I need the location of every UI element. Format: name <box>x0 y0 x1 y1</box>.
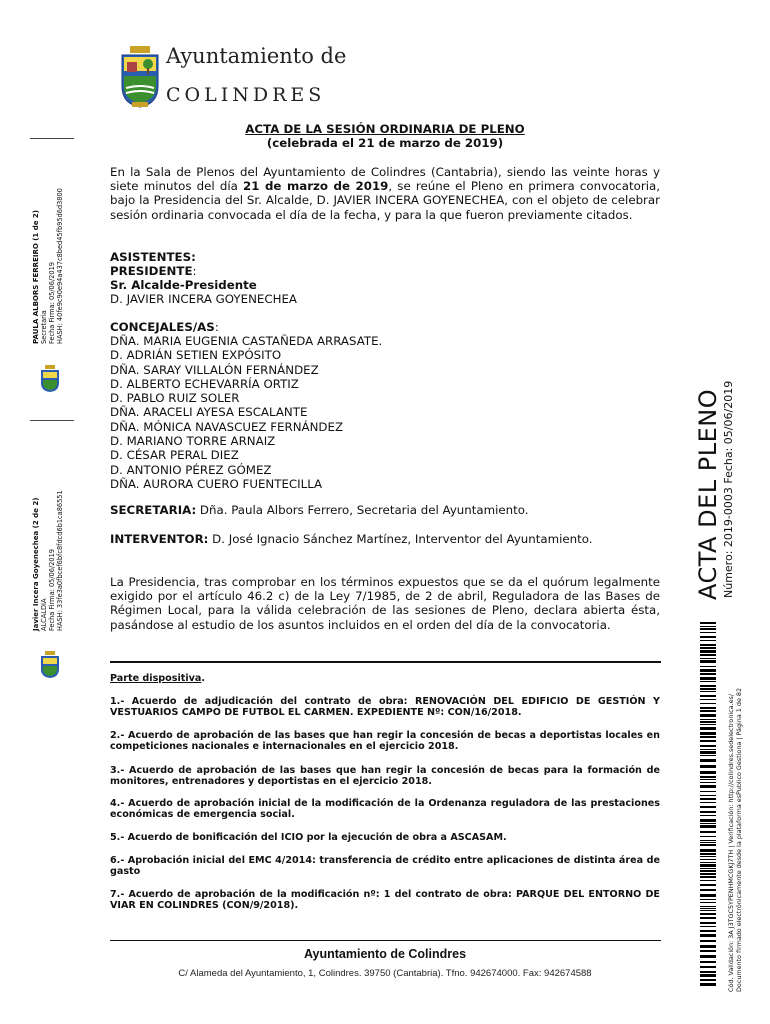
list-item: DÑA. ARACELI AYESA ESCALANTE <box>110 405 308 420</box>
signature-2-name: Javier Incera Goyenechea (2 de 2) <box>32 497 40 631</box>
parte-dispositiva-label: Parte dispositiva <box>110 673 202 684</box>
list-item: D. ALBERTO ECHEVARRÍA ORTIZ <box>110 376 299 391</box>
intro-date: 21 de marzo de 2019 <box>243 179 389 194</box>
list-item: D. ADRIÁN SETIEN EXPÓSITO <box>110 348 282 363</box>
list-item: DÑA. MARIA EUGENIA CASTAÑEDA ARRASATE. <box>110 334 383 348</box>
agenda-item: 1.- Acuerdo de adjudicación del contrato de obra: RENOVACIÓN DEL EDIFICIO DE GESTIÓN Y VESTUARIOS CAMPO DE FUTBOL EL CARMEN. EXPEDIENTE Nº: CON/16/2018. <box>110 696 660 719</box>
signature-2-text <box>32 490 64 631</box>
parte-dispositiva-dot: . <box>201 673 205 684</box>
seal-icon <box>40 651 60 679</box>
logo-title-top: Ayuntamiento de <box>166 44 347 68</box>
concejales-list <box>110 334 382 491</box>
list-item: D. MARIANO TORRE ARNAIZ <box>110 434 276 449</box>
concejales-label <box>110 320 219 334</box>
list-item: D. ANTONIO PÉREZ GÓMEZ <box>110 462 272 477</box>
footer-divider <box>110 940 661 941</box>
concejales-word: CONCEJALES/AS <box>110 320 215 334</box>
presidente-colon: : <box>192 264 197 278</box>
acta-number-date: Número: 2019-0003 Fecha: 05/06/2019 <box>722 380 735 598</box>
signature-1-hash: HASH: 40fe9c90e94a437c8bed45fb95d6d3800 <box>56 188 64 344</box>
intro-text-start: En la Sala de Plenos del Ayuntamiento de Colindres (Cantabria), siendo las veinte horas y siete minutos del día <box>110 165 660 194</box>
list-item: D. CÉSAR PERAL DIEZ <box>110 448 239 463</box>
presidente-label <box>110 264 197 278</box>
interventor-label: INTERVENTOR: <box>110 532 209 546</box>
agenda-item: 4.- Acuerdo de aprobación inicial de la modificación de la Ordenanza reguladora de las prestaciones económicas de emergencia social. <box>110 798 660 821</box>
divider <box>110 661 661 663</box>
signature-block-2 <box>30 420 74 681</box>
agenda-item: 3.- Acuerdo de aprobación de las bases que han regir la concesión de becas para la formación de monitores, entrenadores y deportistas en el ejercicio 2018. <box>110 765 660 788</box>
logo-title-bottom: COLINDRES <box>166 84 326 106</box>
signature-1-role: Secretaria <box>40 310 48 344</box>
validation-line-1: Cód. Validación: 3A J3TGC5YPENHMCGKJ7TH | Verificación: http://colindres.sedelectronica.es/ <box>727 693 735 992</box>
presidencia-paragraph: La Presidencia, tras comprobar en los términos expuestos que se da el quórum legalmente exigido por el artículo 46.2 c) de la Ley 7/1985, de 2 de abril, Reguladora de las Bases de Régimen Local, para la válida celebración de las sesiones de Pleno, declara abierta ésta, pasándose al estudio de los asuntos incluidos en el orden del día de la convocatoria. <box>110 575 660 632</box>
validation-line-2: Documento firmado electrónicamente desde la plataforma esPublico Gestiona | Página 1 de 82 <box>735 687 743 992</box>
signature-2-role: ALCALDIA <box>40 598 48 631</box>
signature-1-date: Fecha Firma: 05/06/2019 <box>48 262 56 344</box>
presidente-word: PRESIDENTE <box>110 264 193 278</box>
agenda-item: 2.- Acuerdo de aprobación de las bases que han regir la concesión de becas a deportistas locales en competiciones nacionales e internacionales en el ejercicio 2018. <box>110 730 660 753</box>
signature-2-hash: HASH: 33fe3a0fbcef6bfc8fdcd6b1ca86551 <box>56 490 64 631</box>
list-item: D. PABLO RUIZ SOLER <box>110 391 240 406</box>
validation-text <box>727 652 743 992</box>
footer-name: Ayuntamiento de Colindres <box>303 947 467 961</box>
intro-text-end: , se reúne el Pleno en primera convocatoria, bajo la Presidencia del Sr. Alcalde, D. JAVIER INCERA GOYENECHEA, con el objeto de celebrar sesión ordinaria convocada el día de la fecha, y para la que fueron previamente citados. <box>110 179 660 222</box>
agenda-item: 5.- Acuerdo de bonificación del ICIO por la ejecución de obra a ASCASAM. <box>110 832 507 843</box>
presidente-name: D. JAVIER INCERA GOYENECHEA <box>110 292 298 306</box>
acta-title-vertical: ACTA DEL PLENO <box>694 388 722 600</box>
agenda-item: 7.- Acuerdo de aprobación de la modificación nº: 1 del contrato de obra: PARQUE DEL ENTORNO DE VIAR EN COLINDRES (CON/9/2018). <box>110 889 660 912</box>
secretaria-line <box>110 503 529 517</box>
document-title: ACTA DE LA SESIÓN ORDINARIA DE PLENO <box>245 122 525 136</box>
coat-of-arms-icon <box>120 46 160 108</box>
secretaria-label: SECRETARIA: <box>110 503 197 517</box>
agenda-item: 6.- Aprobación inicial del EMC 4/2014: transferencia de crédito entre aplicaciones de distinta área de gasto <box>110 855 660 878</box>
seal-icon <box>40 365 60 393</box>
parte-dispositiva-heading <box>110 673 205 684</box>
document-subtitle: (celebrada el 21 de marzo de 2019) <box>266 136 504 150</box>
signature-1-name: PAULA ALBORS FERREIRO (1 de 2) <box>32 209 40 344</box>
intro-paragraph <box>110 165 660 222</box>
concejales-colon: : <box>214 320 219 334</box>
interventor-line <box>110 532 593 546</box>
signature-1-text <box>32 188 64 344</box>
presidente-role: Sr. Alcalde-Presidente <box>110 278 257 292</box>
list-item: DÑA. SARAY VILLALÓN FERNÁNDEZ <box>110 362 319 377</box>
asistentes-label: ASISTENTES: <box>110 250 196 264</box>
list-item: DÑA. MÓNICA NAVASCUEZ FERNÁNDEZ <box>110 419 344 434</box>
barcode-icon <box>700 622 716 986</box>
footer-address: C/ Alameda del Ayuntamiento, 1, Colindres. 39750 (Cantabria). Tfno. 942674000. Fax: 942674588 <box>178 968 592 979</box>
secretaria-text: Dña. Paula Albors Ferrero, Secretaria del Ayuntamiento. <box>196 503 529 517</box>
signature-block-1 <box>30 138 74 407</box>
interventor-text: D. José Ignacio Sánchez Martínez, Interventor del Ayuntamiento. <box>208 532 593 546</box>
list-item: DÑA. AURORA CUERO FUENTECILLA <box>110 476 323 491</box>
signature-2-date: Fecha Firma: 05/06/2019 <box>48 549 56 631</box>
